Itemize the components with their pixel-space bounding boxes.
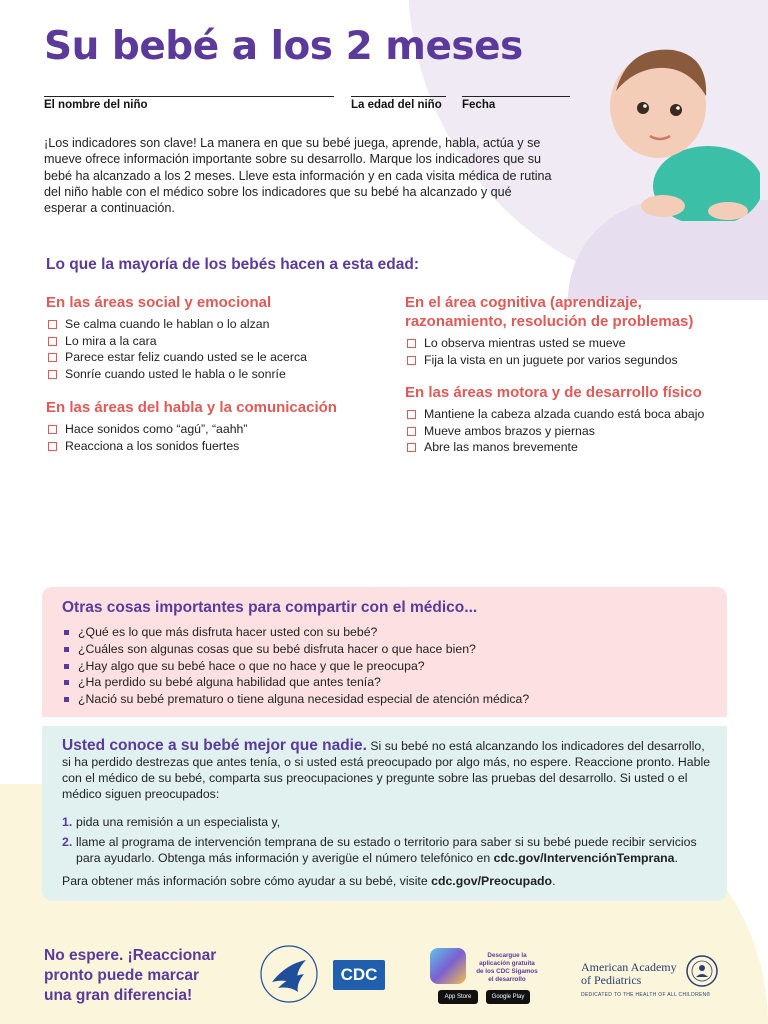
language-heading: En las áreas del habla y la comunicación: [46, 399, 337, 416]
checkbox[interactable]: [407, 410, 416, 419]
page-title: Su bebé a los 2 meses: [44, 24, 523, 69]
social-emotional-checklist: [46, 316, 307, 382]
google-play-button[interactable]: Google Play: [486, 990, 530, 1004]
date-label: Fecha: [462, 99, 496, 111]
app-download-text: Descargue la aplicación gratuita de los CDC Sigamos el desarrollo: [476, 952, 538, 983]
more-info-text: Para obtener más información sobre cómo ayudar a su bebé, visite cdc.gov/Preocupado.: [62, 874, 556, 888]
intro-paragraph: ¡Los indicadores son clave! La manera en que su bebé juega, aprende, habla, actúa y se mueve ofrece información importante sobre su desarrollo. Marque los indicadores que su bebé ha alcanzado a los 2 meses. Lleve esta información y en cada visita médica de rutina del niño hable con el médico sobre los indicadores que su bebé ha alcanzado y qué esperar a continuación.: [44, 136, 552, 216]
checkbox[interactable]: [407, 339, 416, 348]
doctor-questions-box: [42, 587, 727, 717]
checkbox[interactable]: [48, 442, 57, 451]
checkbox[interactable]: [407, 443, 416, 452]
motor-heading: En las áreas motora y de desarrollo físico: [405, 384, 702, 401]
bullet-icon: [64, 630, 69, 635]
checkbox[interactable]: [48, 337, 57, 346]
aap-logo-text: American Academy of Pediatrics: [581, 960, 677, 987]
bullet-icon: [64, 680, 69, 685]
list-item: Lo mira a la cara: [46, 333, 307, 350]
social-emotional-heading: En las áreas social y emocional: [46, 294, 272, 311]
checkbox[interactable]: [407, 427, 416, 436]
list-item: Abre las manos brevemente: [405, 439, 704, 456]
bullet-icon: [64, 647, 69, 652]
list-item: Fija la vista en un juguete por varios segundos: [405, 352, 678, 369]
hhs-seal-logo: [258, 942, 320, 1006]
list-item: Reacciona a los sonidos fuertes: [46, 438, 248, 455]
concerned-link[interactable]: cdc.gov/Preocupado: [431, 874, 553, 888]
language-checklist: [46, 421, 248, 454]
child-name-line[interactable]: [44, 96, 334, 97]
checkbox[interactable]: [48, 425, 57, 434]
checkbox[interactable]: [407, 356, 416, 365]
no-wait-slogan: No espere. ¡Reaccionar pronto puede marcar una gran diferencia!: [44, 947, 217, 1004]
doctor-questions-list: [62, 624, 529, 708]
bullet-icon: [64, 697, 69, 702]
list-item: Mueve ambos brazos y piernas: [405, 423, 704, 440]
child-age-line[interactable]: [351, 96, 446, 97]
early-intervention-link[interactable]: cdc.gov/IntervenciónTemprana: [493, 851, 675, 865]
date-line[interactable]: [462, 96, 570, 97]
list-item: ¿Ha perdido su bebé alguna habilidad que antes tenía?: [62, 674, 529, 691]
milestones-heading: Lo que la mayoría de los bebés hacen a esta edad:: [46, 256, 419, 273]
baby-photo: [588, 36, 760, 221]
list-item: ¿Cuáles son algunas cosas que su bebé disfruta hacer o que hace bien?: [62, 641, 529, 658]
list-item: ¿Nació su bebé prematuro o tiene alguna necesidad especial de atención médica?: [62, 691, 529, 708]
cognitive-checklist: [405, 335, 678, 368]
know-your-baby-heading: Usted conoce a su bebé mejor que nadie.: [62, 737, 367, 754]
checkbox[interactable]: [48, 320, 57, 329]
checkbox[interactable]: [48, 370, 57, 379]
bullet-icon: [64, 664, 69, 669]
know-your-baby-box: [42, 726, 727, 901]
list-item: Mantiene la cabeza alzada cuando está boca abajo: [405, 406, 704, 423]
list-item: 1. pida una remisión a un especialista y,: [62, 815, 281, 829]
list-item: Sonríe cuando usted le habla o le sonríe: [46, 366, 307, 383]
app-store-button[interactable]: App Store: [438, 990, 478, 1004]
checkbox[interactable]: [48, 353, 57, 362]
child-age-label: La edad del niño: [351, 99, 442, 111]
milestone-tracker-app-icon[interactable]: [430, 948, 466, 984]
aap-seal-icon: [686, 955, 718, 987]
list-item: Se calma cuando le hablan o lo alzan: [46, 316, 307, 333]
know-your-baby-text: Usted conoce a su bebé mejor que nadie. Si su bebé no está alcanzando los indicadores del desarrollo, si ha perdido destrezas que antes tenía, o si usted está preocupado por algo más, no espere. Reaccione pronto. Hable con el médico de su bebé, comparta sus preocupaciones y pregunte sobre las pruebas del desarrollo. Si usted o el médico siguen preocupados:: [62, 737, 711, 801]
cognitive-heading: En el área cognitiva (aprendizaje, razonamiento, resolución de problemas): [405, 294, 694, 330]
motor-checklist: [405, 406, 704, 456]
list-item: Lo observa mientras usted se mueve: [405, 335, 678, 352]
list-item: Parece estar feliz cuando usted se le acerca: [46, 349, 307, 366]
list-item: 2. llame al programa de intervención temprana de su estado o territorio para saber si su bebé puede recibir servicios para ayudarlo. Obtenga más información y averigüe el número telefónico en cdc.gov/IntervenciónTemprana.: [62, 835, 697, 865]
list-item: Hace sonidos como “agú”, “aahh”: [46, 421, 248, 438]
aap-tagline: DEDICATED TO THE HEALTH OF ALL CHILDREN®: [581, 992, 711, 998]
list-item: ¿Hay algo que su bebé hace o que no hace y que le preocupa?: [62, 658, 529, 675]
doctor-questions-heading: Otras cosas importantes para compartir con el médico...: [62, 599, 478, 616]
next-steps-list: [62, 814, 712, 870]
child-name-label: El nombre del niño: [44, 99, 148, 111]
cdc-logo: [333, 960, 385, 1000]
list-item: ¿Qué es lo que más disfruta hacer usted con su bebé?: [62, 624, 529, 641]
cdc-logo-text: CDC: [333, 960, 385, 990]
